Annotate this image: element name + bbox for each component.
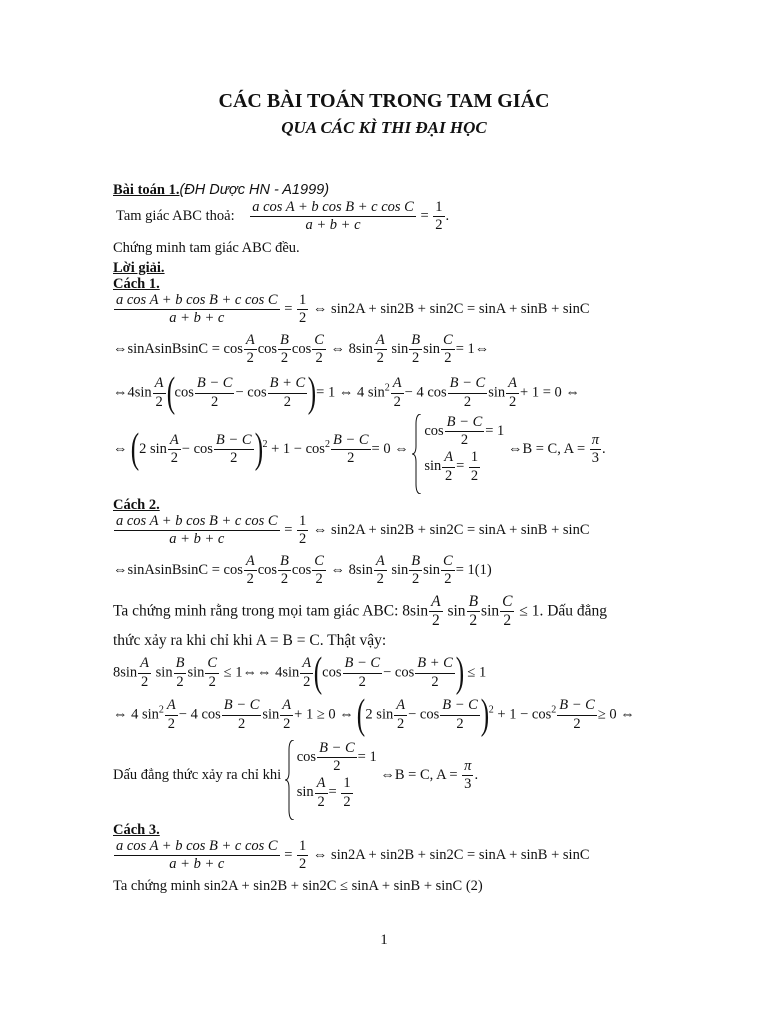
problem-header bbox=[113, 182, 329, 199]
m2-line5: Dấu đẳng thức xảy ra chỉ khi cos $\frac{B - C}{2}$ = 1 sin $\frac{A}{2}$ = $\frac{1}{2}$ ⇔B = C, A = $\frac{\pi}{3}$ . bbox=[113, 740, 478, 811]
m2-claim: Ta chứng minh rằng trong mọi tam giác ABC: 8sin $\frac{A}{2}$ sin $\frac{B}{2}$ sin $\frac{C}{2}$ ≤ 1. Dấu đẳng bbox=[113, 593, 608, 630]
m2-claim-line2: thức xảy ra khi chỉ khi A = B = C. Thật vậy: bbox=[113, 632, 387, 649]
m1-line4: ⇔ (2 sin $\frac{A}{2}$ − cos $\frac{B - C}{2}$ )$^2 + 1 - \cos^2$ $\frac{B - C}{2}$ = 0 ⇔ cos $\frac{B - C}{2}$ = 1 sin $\frac{A}{2}$ = $\frac{1}{2}$ ⇔B = C, A = $\frac{\pi}{3}$ . bbox=[113, 414, 606, 485]
given-rhs bbox=[433, 200, 444, 233]
given-fraction bbox=[250, 200, 416, 233]
m2-equality-text: Dấu đẳng thức xảy ra chỉ khi bbox=[113, 766, 282, 783]
m2-claim-end: ≤ 1. Dấu đẳng bbox=[519, 602, 608, 620]
given-fraction-numerator: a cos A + b cos B + c cos C bbox=[250, 200, 416, 217]
m3-claim: Ta chứng minh sin2A + sin2B + sin2C ≤ sinA + sinB + sinC (2) bbox=[113, 878, 483, 894]
rhs-denominator: 2 bbox=[435, 217, 443, 234]
method1-label: Cách 1. bbox=[113, 276, 160, 292]
given-prefix: Tam giác ABC thoả: bbox=[116, 208, 235, 225]
problem-condition: Tam giác ABC thoả: $\frac{\text{a cos A + b cos B + c cos C}}{a + b + c}$ = $\frac{1}{2}$ . bbox=[116, 199, 450, 234]
page-subtitle: QUA CÁC KÌ THI ĐẠI HỌC bbox=[281, 118, 487, 137]
m1-line1: $\frac{\text{a cos A + b cos B + c cos C}}{a + b + c}$ = $\frac{1}{2}$ ⇔ sin2A + sin2B + sin2C = sinA + sinB + sinC bbox=[116, 292, 590, 327]
page-number: 1 bbox=[380, 932, 388, 948]
method3-label: Cách 3. bbox=[113, 822, 160, 838]
solution-label: Lời giải. bbox=[113, 260, 165, 276]
problem-source: (ĐH Dược HN - A1999) bbox=[179, 182, 330, 198]
m3-identity: ⇔ sin2A + sin2B + sin2C = sinA + sinB + sinC bbox=[312, 847, 590, 864]
m2-line4: ⇔ 4 $\sin^2$ $\frac{A}{2}$ − 4 cos $\frac{B - C}{2}$ sin $\frac{A}{2}$ + 1 ≥ 0 ⇔ (2 sin $\frac{A}{2}$ − cos $\frac{B - C}{2}$ )$^2 + 1 - \cos^2$ $\frac{B - C}{2}$ ≥ 0 ⇔ bbox=[113, 692, 635, 738]
m1-line3: ⇔4sin $\frac{A}{2}$ (cos $\frac{B - C}{2}$ − cos $\frac{B + C}{2}$ )= 1 ⇔ 4 $\sin^2$ $\frac{A}{2}$ − 4 cos $\frac{B - C}{2}$ sin $\frac{A}{2}$ + 1 = 0 ⇔ bbox=[113, 370, 580, 416]
m2-line1: $\frac{\text{a cos A + b cos B + c cos C}}{a + b + c}$ = $\frac{1}{2}$ ⇔ sin2A + sin2B + sin2C = sinA + sinB + sinC bbox=[116, 513, 590, 548]
m1-line2: ⇔sinAsinBsinC = cos $\frac{A}{2}$ cos $\frac{B}{2}$ cos $\frac{C}{2}$ ⇔ 8sin $\frac{A}{2}$ sin $\frac{B}{2}$ sin $\frac{C}{2}$ = 1⇔ bbox=[113, 332, 490, 367]
problem-prove: Chứng minh tam giác ABC đều. bbox=[113, 240, 300, 256]
m3-line1: $\frac{\text{a cos A + b cos B + c cos C}}{a + b + c}$ = $\frac{1}{2}$ ⇔ sin2A + sin2B + sin2C = sinA + sinB + sinC bbox=[116, 838, 590, 873]
m2-line2: ⇔sinAsinBsinC = cos $\frac{A}{2}$ cos $\frac{B}{2}$ cos $\frac{C}{2}$ ⇔ 8sin $\frac{A}{2}$ sin $\frac{B}{2}$ sin $\frac{C}{2}$ = 1(1) bbox=[113, 553, 492, 588]
m2-line3: 8sin $\frac{A}{2}$ sin $\frac{B}{2}$ sin $\frac{C}{2}$ ≤ 1⇔⇔ 4sin $\frac{A}{2}$ (cos $\frac{B - C}{2}$ − cos $\frac{B + C}{2}$ ) ≤ 1 bbox=[113, 650, 487, 696]
given-fraction-denominator: a + b + c bbox=[305, 217, 361, 234]
m2-claim-text: Ta chứng minh rằng trong mọi tam giác ABC: 8sin bbox=[113, 602, 429, 620]
page-title: CÁC BÀI TOÁN TRONG TAM GIÁC bbox=[218, 90, 550, 112]
rhs-numerator: 1 bbox=[433, 200, 444, 217]
problem-label: Bài toán 1. bbox=[113, 182, 180, 198]
m1-identity: ⇔ sin2A + sin2B + sin2C = sinA + sinB + sinC bbox=[312, 301, 590, 318]
method2-label: Cách 2. bbox=[113, 497, 160, 513]
m2-identity: ⇔ sin2A + sin2B + sin2C = sinA + sinB + sinC bbox=[312, 522, 590, 539]
